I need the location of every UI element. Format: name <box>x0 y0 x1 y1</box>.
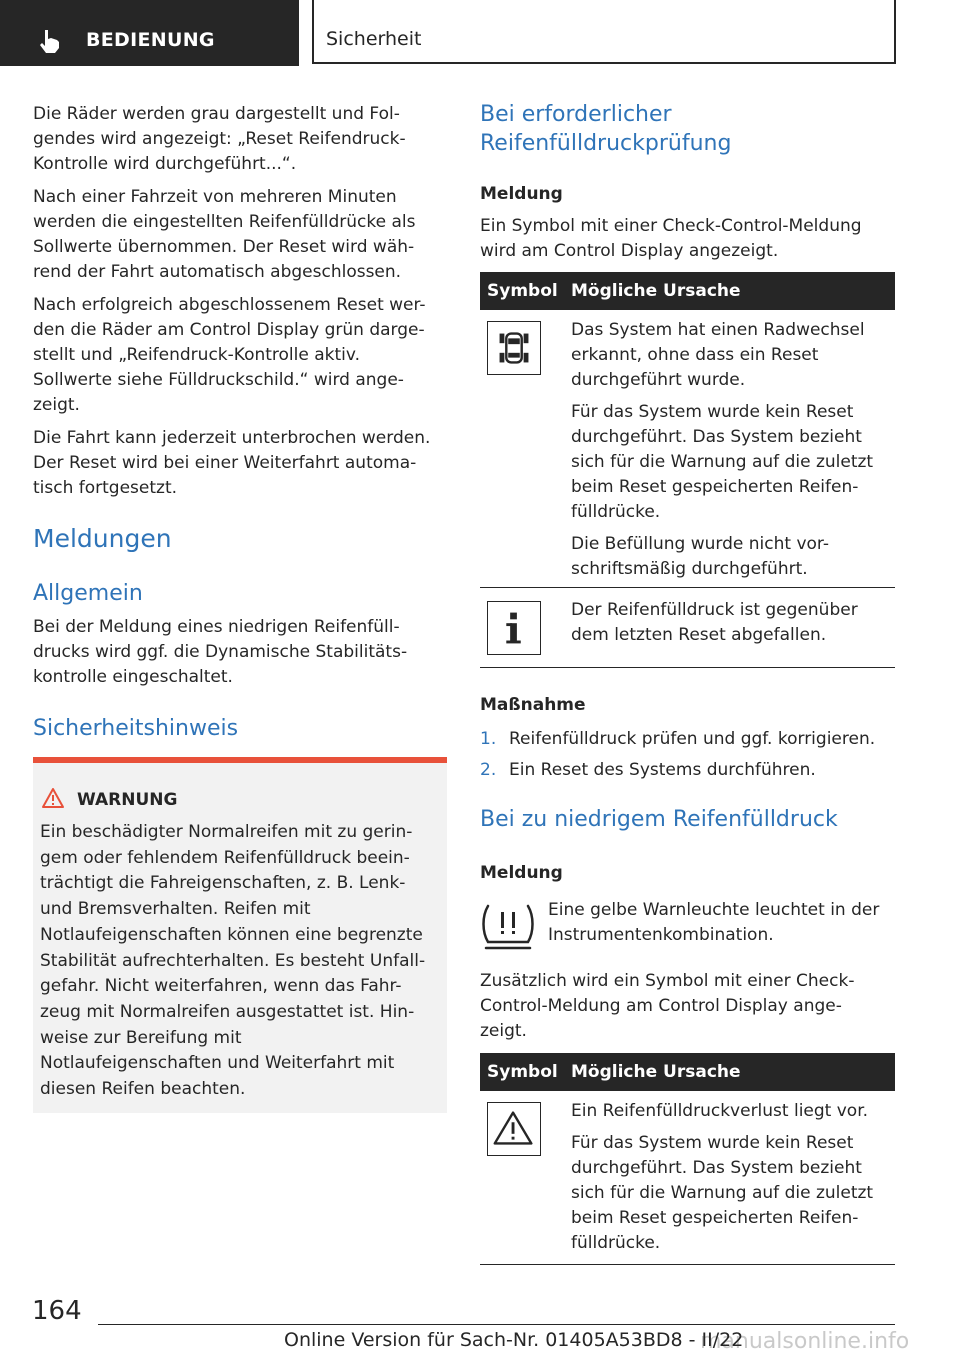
page-number: 164 <box>32 1296 82 1326</box>
meldung-label: Meldung <box>480 184 563 204</box>
meldung2-label: Meldung <box>480 863 563 883</box>
massnahme-label: Maßnahme <box>480 695 586 715</box>
heading-low-pressure: Bei zu niedrigem Reifenfülldruck <box>480 807 838 832</box>
table2-header <box>480 1053 895 1091</box>
hand-pointer-icon <box>36 27 64 55</box>
reset-complete-paragraph: Nach erfolgreich abgeschlossenem Reset wer- den die Räder am Control Display grün darge- stellt und „Reifendruck-Kontrolle aktiv. Sollwerte siehe Fülldruckschild.“ wird ange- zeigt. <box>33 295 426 415</box>
warning-triangle-icon <box>487 1102 541 1156</box>
warning-box <box>33 757 447 1113</box>
online-version-note: Online Version für Sach-Nr. 01405A53BD8 - II/22 <box>284 1329 744 1351</box>
footer-rule <box>98 1324 895 1325</box>
tire-pressure-warning-icon <box>480 900 536 952</box>
section-tab <box>0 0 299 66</box>
col-cause-header: Mögliche Ursache <box>571 1062 741 1082</box>
heading-check-required: Bei erforderlicher Reifenfülldruckprüfung <box>480 102 732 156</box>
chapter-title: Sicherheit <box>326 28 422 50</box>
additional-paragraph: Zusätzlich wird ein Symbol mit einer Check- Control-Meldung am Control Display ange- zeigt. <box>480 971 855 1041</box>
watermark: manualsonline.info <box>700 1329 910 1354</box>
warning-triangle-icon <box>41 787 65 809</box>
table1-row1-cause: Das System hat einen Radwechsel erkannt, ohne dass ein Reset durchgeführt wurde. Für das System wurde kein Reset durchgeführt. Das System bezieht sich für die Warnung auf die zuletzt beim Reset gespeicherten Reifen- fülldrücke. Die Befüllung wurde nicht vor- schriftsmäßig durchgeführt. <box>571 320 874 579</box>
col-cause-header: Mögliche Ursache <box>571 281 741 301</box>
interruption-paragraph: Die Fahrt kann jederzeit unterbrochen werden. Der Reset wird bei einer Weiterfahrt automa- tisch fortgesetzt. <box>33 428 431 498</box>
table2-row1-cause: Ein Reifenfülldruckverlust liegt vor. Für das System wurde kein Reset durchgeführt. Das System bezieht sich für die Warnung auf die zuletzt beim Reset gespeicherten Reifen- fülldrücke. <box>571 1101 874 1253</box>
allgemein-paragraph: Bei der Meldung eines niedrigen Reifenfüll- drucks wird ggf. die Dynamische Stabilitäts- kontrolle eingeschaltet. <box>33 617 408 687</box>
info-icon <box>487 601 541 655</box>
heading-allgemein: Allgemein <box>33 581 143 606</box>
lamp-paragraph: Eine gelbe Warnleuchte leuchtet in der Instrumentenkombination. <box>548 900 880 945</box>
heading-sicherheitshinweis: Sicherheitshinweis <box>33 716 239 741</box>
intro-paragraph: Die Räder werden grau dargestellt und Fol- gendes wird angezeigt: „Reset Reifendruck- Kontrolle wird durchgeführt...“. <box>33 104 406 174</box>
warning-title: WARNUNG <box>77 790 178 810</box>
table-header <box>480 272 895 310</box>
warning-text: Ein beschädigter Normalreifen mit zu gerin- gem oder fehlendem Reifenfülldruck beein- trächtigt die Fahreigenschaften, z. B. Lenk- und Bremsverhalten. Reifen mit Notlaufeigenschaften können eine begrenzte Stabilität aufrechterhalten. Es besteht Unfall- gefahr. Nicht weiterfahren, wenn das Fahr- zeug mit Normalreifen ausgestattet ist. Hin- weise zur Bereifung mit Notlaufeigenschaften und Weiterfahrt mit diesen Reifen beachten. <box>40 822 426 1100</box>
step-2: 2. <box>480 760 497 780</box>
chapter-header <box>312 0 896 64</box>
section-label: BEDIENUNG <box>86 29 215 51</box>
table1-row-divider <box>480 587 895 588</box>
step-1-text: Reifenfülldruck prüfen und ggf. korrigieren. <box>509 729 876 749</box>
col-symbol-header: Symbol <box>487 281 558 301</box>
step-1: 1. <box>480 729 497 749</box>
step-2-text: Ein Reset des Systems durchführen. <box>509 760 816 780</box>
table2-bottom-rule <box>480 1264 895 1265</box>
col-symbol-header: Symbol <box>487 1062 558 1082</box>
table1-bottom-rule <box>480 667 895 668</box>
car-wheels-icon <box>487 321 541 375</box>
meldung-paragraph: Ein Symbol mit einer Check-Control-Meldung wird am Control Display angezeigt. <box>480 216 862 261</box>
calibration-paragraph: Nach einer Fahrzeit von mehreren Minuten werden die eingestellten Reifenfülldrücke als Sollwerte übernommen. Der Reset wird wäh- rend der Fahrt automatisch abgeschlossen. <box>33 187 416 282</box>
table1-row2-cause: Der Reifenfülldruck ist gegenüber dem letzten Reset abgefallen. <box>571 600 858 645</box>
heading-meldungen: Meldungen <box>33 524 172 553</box>
